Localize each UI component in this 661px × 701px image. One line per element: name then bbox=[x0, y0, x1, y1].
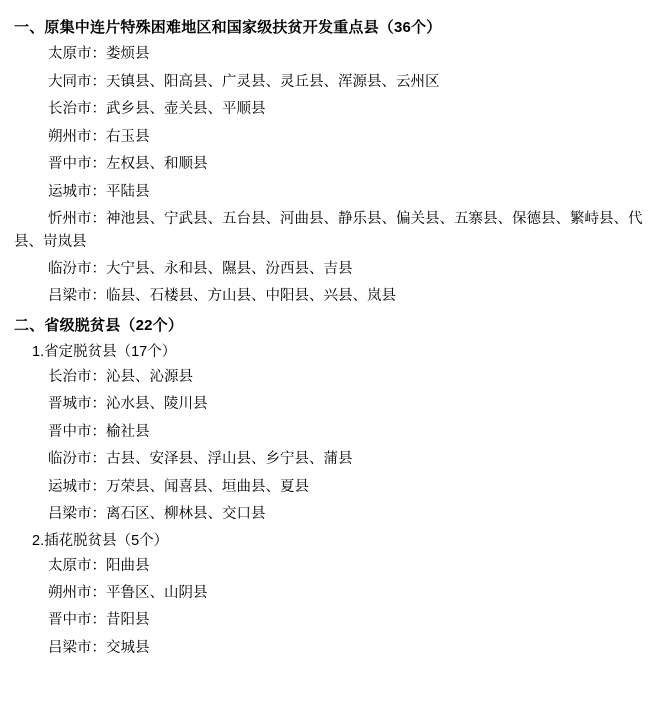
county-entry bbox=[14, 609, 647, 631]
county-entry bbox=[14, 43, 647, 65]
county-list: 左权县、和顺县 bbox=[106, 156, 208, 173]
county-list: 沁水县、陵川县 bbox=[106, 396, 208, 413]
city-label: 太原市： bbox=[48, 46, 106, 63]
county-entry bbox=[14, 448, 647, 470]
county-entry bbox=[14, 476, 647, 498]
county-entry bbox=[14, 181, 647, 203]
county-list: 古县、安泽县、浮山县、乡宁县、蒲县 bbox=[106, 451, 353, 468]
county-list: 天镇县、阳高县、广灵县、灵丘县、浑源县、云州区 bbox=[106, 73, 440, 90]
county-entry bbox=[14, 555, 647, 577]
county-entry bbox=[14, 582, 647, 604]
city-label: 临汾市： bbox=[48, 261, 106, 277]
county-entry bbox=[14, 71, 647, 93]
city-label: 吕梁市： bbox=[48, 288, 106, 305]
city-label: 运城市： bbox=[48, 478, 106, 495]
county-entry bbox=[14, 208, 647, 253]
county-list: 右玉县 bbox=[106, 128, 150, 145]
city-label: 临汾市： bbox=[48, 451, 106, 468]
county-list: 离石区、柳林县、交口县 bbox=[106, 506, 266, 523]
city-label: 运城市： bbox=[48, 183, 106, 200]
county-entry bbox=[14, 258, 647, 280]
city-label: 太原市： bbox=[48, 557, 106, 574]
county-list: 交城县 bbox=[106, 639, 150, 656]
city-label: 晋中市： bbox=[48, 156, 106, 173]
city-label: 吕梁市： bbox=[48, 506, 106, 523]
city-label: 晋城市： bbox=[48, 396, 106, 413]
county-entry bbox=[14, 153, 647, 175]
city-label: 忻州市： bbox=[48, 211, 106, 228]
county-entry bbox=[14, 503, 647, 525]
city-label: 晋中市： bbox=[48, 612, 106, 629]
county-list: 万荣县、闻喜县、垣曲县、夏县 bbox=[106, 478, 309, 495]
section-heading-2: 二、省级脱贫县（22个） bbox=[14, 316, 184, 334]
county-entry bbox=[14, 393, 647, 415]
county-list: 临县、石楼县、方山县、中阳县、兴县、岚县 bbox=[106, 288, 396, 305]
city-label: 大同市： bbox=[48, 73, 106, 90]
county-entry bbox=[14, 98, 647, 120]
city-label: 朔州市： bbox=[48, 128, 106, 145]
section-heading-1: 一、原集中连片特殊困难地区和国家级扶贫开发重点县（36个） bbox=[14, 19, 442, 36]
county-list: 平陆县 bbox=[106, 183, 150, 200]
county-list: 沁县、沁源县 bbox=[106, 368, 193, 385]
subsection-heading-2: 2.插花脱贫县（5个） bbox=[32, 532, 169, 549]
county-list: 昔阳县 bbox=[106, 612, 150, 629]
county-list: 榆社县 bbox=[106, 423, 150, 440]
city-label: 吕梁市： bbox=[48, 639, 106, 656]
county-list: 大宁县、永和县、隰县、汾西县、吉县 bbox=[106, 261, 353, 277]
county-entry bbox=[14, 366, 647, 388]
county-list: 阳曲县 bbox=[106, 557, 150, 574]
county-entry bbox=[14, 126, 647, 148]
subsection-heading-1: 1.省定脱贫县（17个） bbox=[32, 344, 177, 361]
county-entry bbox=[14, 637, 647, 659]
city-label: 长治市： bbox=[48, 368, 106, 385]
city-label: 朔州市： bbox=[48, 584, 106, 601]
city-label: 长治市： bbox=[48, 101, 106, 118]
county-entry bbox=[14, 421, 647, 443]
county-list: 神池县、宁武县、五台县、河曲县、静乐县、偏关县、五寨县、保德县、繁峙县、代县、岢岚县 bbox=[14, 211, 643, 250]
county-entry bbox=[14, 285, 647, 307]
county-list: 平鲁区、山阴县 bbox=[106, 584, 208, 601]
county-list: 武乡县、壶关县、平顺县 bbox=[106, 101, 266, 118]
city-label: 晋中市： bbox=[48, 423, 106, 440]
county-list: 娄烦县 bbox=[106, 46, 150, 63]
